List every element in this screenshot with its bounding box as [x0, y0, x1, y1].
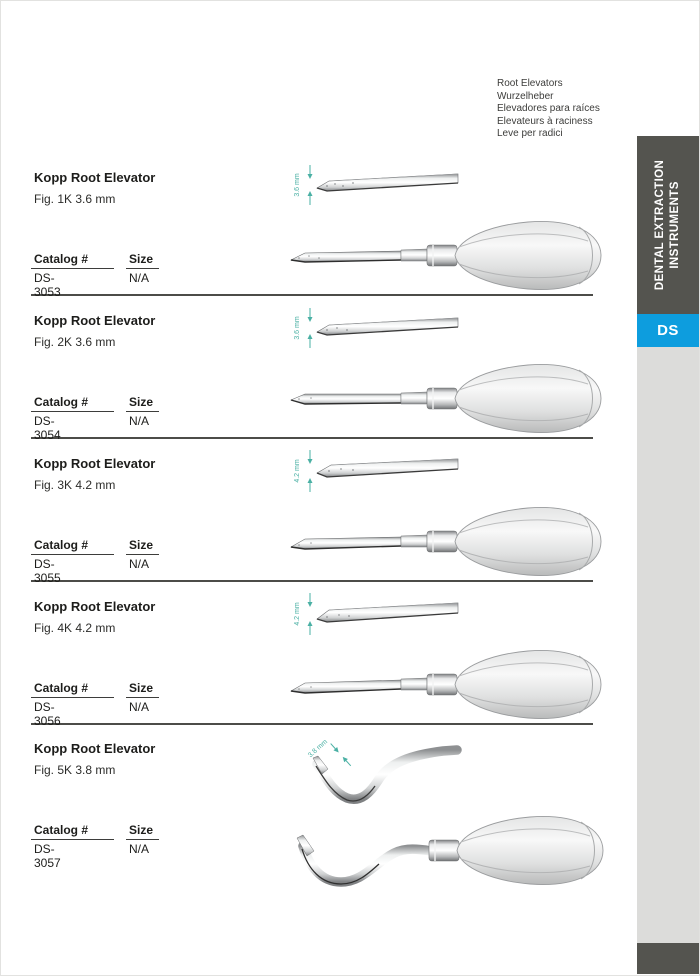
catalog-number: DS-3053	[34, 271, 61, 299]
size-value: N/A	[129, 557, 150, 571]
catalog-header: Catalog #	[31, 395, 114, 412]
translation-line: Elevadores para raíces	[497, 103, 600, 114]
size-value: N/A	[129, 700, 150, 714]
instrument-illustration	[291, 222, 601, 290]
category-line-2: INSTRUMENTS	[669, 181, 682, 269]
translation-line: Elevateurs à raciness	[497, 115, 593, 127]
product-illustration	[283, 304, 623, 441]
size-value: N/A	[129, 271, 150, 285]
instrument-illustration	[291, 651, 601, 719]
catalog-header: Catalog #	[31, 681, 114, 698]
translation-line: Leve per radici	[497, 128, 563, 139]
product-illustration	[283, 161, 623, 298]
section-code-tab	[637, 314, 699, 347]
measurement-label	[294, 308, 313, 348]
product-section	[31, 161, 593, 299]
product-figure: Fig. 3K 4.2 mm	[34, 478, 116, 492]
svg-text:3.6 mm: 3.6 mm	[294, 316, 301, 340]
measurement-label	[294, 450, 313, 492]
section-code-label: DS	[657, 322, 679, 339]
category-line-1: DENTAL EXTRACTION	[654, 159, 667, 291]
tip-illustration	[317, 603, 458, 622]
instrument-drawing	[283, 304, 623, 436]
product-title: Kopp Root Elevator	[34, 313, 156, 328]
product-section	[31, 447, 593, 585]
tip-illustration	[317, 459, 458, 477]
product-title: Kopp Root Elevator	[34, 456, 156, 471]
size-header: Size	[126, 681, 159, 698]
product-illustration	[283, 732, 623, 915]
product-illustration	[283, 447, 623, 584]
product-section	[31, 590, 593, 728]
sidebar-footer-block	[637, 943, 699, 974]
tip-illustration	[317, 318, 458, 335]
product-title: Kopp Root Elevator	[34, 599, 156, 614]
catalog-header: Catalog #	[31, 252, 114, 269]
product-name-translations	[497, 78, 600, 141]
product-figure: Fig. 4K 4.2 mm	[34, 621, 116, 635]
catalog-header: Catalog #	[31, 823, 114, 840]
size-header: Size	[126, 823, 159, 840]
catalog-number: DS-3055	[34, 557, 61, 585]
catalog-header: Catalog #	[31, 538, 114, 555]
instrument-illustration	[291, 365, 601, 433]
tip-illustration	[317, 174, 458, 191]
catalog-number: DS-3056	[34, 700, 61, 728]
size-value: N/A	[129, 414, 150, 428]
measurement-label	[294, 165, 313, 205]
product-figure: Fig. 5K 3.8 mm	[34, 763, 116, 777]
instrument-illustration	[291, 508, 601, 576]
size-header: Size	[126, 252, 159, 269]
product-title: Kopp Root Elevator	[34, 741, 156, 756]
catalog-number: DS-3057	[34, 842, 61, 870]
product-figure: Fig. 2K 3.6 mm	[34, 335, 116, 349]
svg-text:4.2 mm: 4.2 mm	[294, 459, 301, 483]
svg-text:4.2 mm: 4.2 mm	[294, 602, 301, 626]
tip-illustration	[313, 750, 457, 801]
translation-line: Root Elevators	[497, 78, 563, 89]
size-value: N/A	[129, 842, 150, 856]
product-figure: Fig. 1K 3.6 mm	[34, 192, 116, 206]
product-illustration	[283, 590, 623, 727]
instrument-drawing	[283, 732, 623, 910]
product-section	[31, 732, 593, 917]
instrument-illustration	[297, 817, 603, 885]
category-tab-label	[653, 160, 683, 290]
instrument-drawing	[283, 590, 623, 722]
measurement-label	[294, 593, 313, 635]
svg-text:3.8 mm: 3.8 mm	[306, 738, 330, 760]
instrument-drawing	[283, 161, 623, 293]
sidebar-strip	[637, 347, 699, 943]
svg-text:3.6 mm: 3.6 mm	[294, 173, 301, 197]
product-title: Kopp Root Elevator	[34, 170, 156, 185]
translation-line: Wurzelheber	[497, 90, 554, 102]
size-header: Size	[126, 538, 159, 555]
category-tab	[637, 136, 699, 314]
size-header: Size	[126, 395, 159, 412]
catalog-number: DS-3054	[34, 414, 61, 442]
instrument-drawing	[283, 447, 623, 579]
product-section	[31, 304, 593, 442]
